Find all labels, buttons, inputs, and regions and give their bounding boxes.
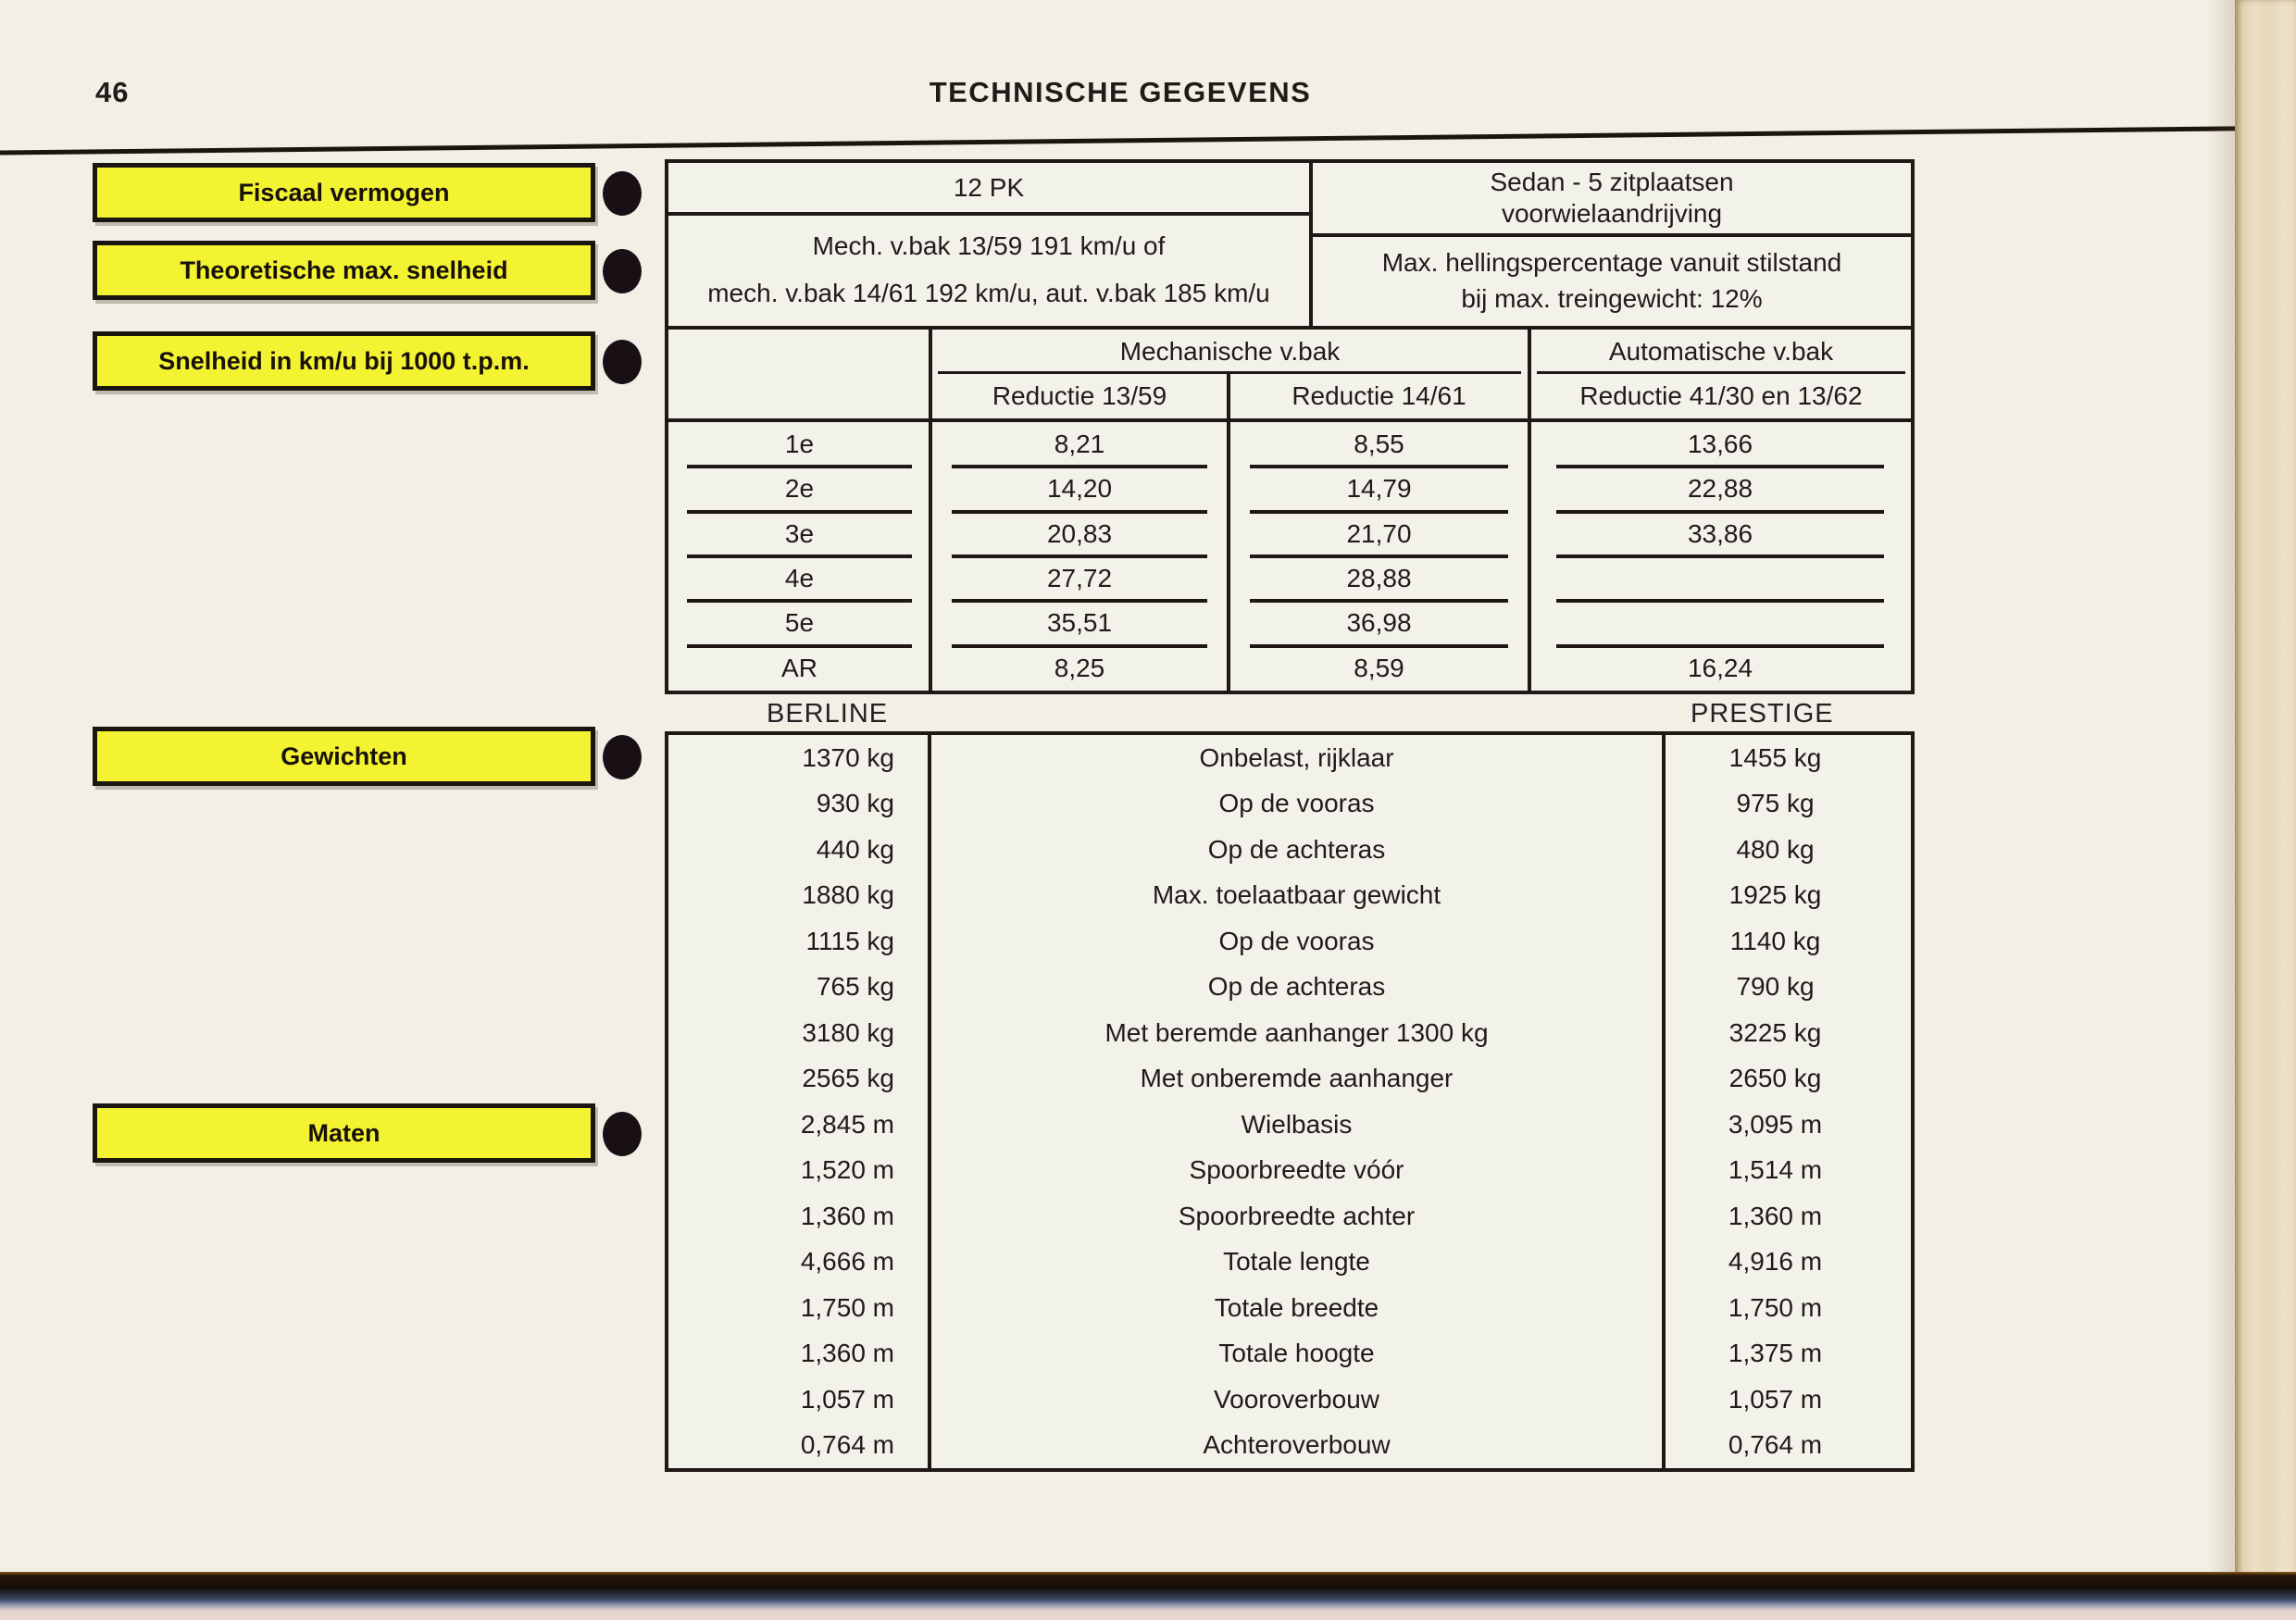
gear-cell: 28,88	[1229, 556, 1529, 601]
spec-cell: 1,375 m	[1728, 1339, 1823, 1368]
variant-label-berline: BERLINE	[767, 699, 889, 729]
spec-row	[668, 735, 1911, 781]
max-speed-cell	[668, 216, 1309, 322]
spec-cell: 480 kg	[1736, 834, 1815, 864]
spec-row	[668, 1377, 1911, 1423]
spec-cell: 1,750 m	[800, 1292, 894, 1322]
top-table-left-column	[665, 159, 1313, 326]
spec-cell: 1370 kg	[802, 742, 894, 772]
gear-cell: AR	[781, 653, 817, 682]
gear-cell: 3e	[668, 512, 930, 556]
gear-cell	[1529, 601, 1911, 645]
label-fiscaal-vermogen: Fiscaal vermogen	[93, 163, 595, 222]
bullet-icon	[603, 340, 642, 384]
spec-row	[668, 1193, 1911, 1240]
spec-cell: 0,764 m	[1728, 1430, 1823, 1460]
spec-row	[668, 1423, 1911, 1469]
spec-cell: 440 kg	[816, 834, 894, 864]
reduction-13-59-header: Reductie 13/59	[992, 381, 1167, 410]
spec-cell: 3180 kg	[802, 1017, 894, 1047]
spec-cell: 1455 kg	[1728, 742, 1822, 772]
spec-cell: Op de achteras	[1207, 972, 1386, 1002]
spec-row	[668, 1102, 1911, 1148]
spec-cell: 1,520 m	[800, 1155, 894, 1185]
gear-cell: 20,83	[930, 512, 1229, 556]
spec-cell: 1925 kg	[1728, 880, 1822, 910]
gear-rows	[668, 422, 1911, 691]
page-edge-shadow	[2207, 0, 2235, 1620]
spec-cell: 1,057 m	[1728, 1384, 1823, 1414]
spec-cell: 1140 kg	[1729, 926, 1821, 955]
spec-cell: 930 kg	[816, 789, 894, 818]
label-gewichten: Gewichten	[93, 727, 595, 786]
gradient-cell	[1313, 237, 1911, 322]
spec-cell: Totale lengte	[1223, 1247, 1370, 1277]
spec-cell: Op de achteras	[1207, 834, 1386, 864]
gear-row	[668, 512, 1911, 556]
spec-cell: 1,514 m	[1728, 1155, 1823, 1185]
page-number: 46	[95, 76, 130, 108]
spec-cell: 1,360 m	[1728, 1201, 1823, 1230]
spec-cell: 790 kg	[1736, 972, 1815, 1002]
spec-cell: Op de vooras	[1218, 789, 1375, 818]
automatic-gearbox-header: Automatische v.bak	[1608, 337, 1834, 366]
spec-cell: Totale hoogte	[1218, 1339, 1375, 1368]
spec-cell: 2,845 m	[800, 1109, 894, 1139]
gear-row	[668, 601, 1911, 645]
spec-cell: 0,764 m	[800, 1430, 894, 1460]
gear-cell	[1529, 556, 1911, 601]
gear-cell: 22,88	[1529, 467, 1911, 511]
body-type-cell	[1313, 163, 1911, 237]
gear-cell: 27,72	[930, 556, 1229, 601]
gear-row	[668, 422, 1911, 467]
gear-cell: 4e	[668, 556, 930, 601]
label-theoretische-max-snelheid: Theoretische max. snelheid	[93, 241, 595, 300]
spec-cell: Wielbasis	[1241, 1109, 1353, 1139]
spec-cell: Met beremde aanhanger 1300 kg	[1104, 1017, 1489, 1047]
max-speed-line2: mech. v.bak 14/61 192 km/u, aut. v.bak 185 km/u	[707, 278, 1270, 307]
gear-cell: 16,24	[1687, 653, 1753, 682]
bullet-icon	[603, 1112, 642, 1156]
spec-cell: Max. toelaatbaar gewicht	[1152, 880, 1441, 910]
spec-cell: Vooroverbouw	[1213, 1384, 1379, 1414]
spec-row	[668, 827, 1911, 873]
spec-row	[668, 965, 1911, 1011]
gear-cell: 13,66	[1529, 422, 1911, 467]
spec-cell: 975 kg	[1736, 789, 1815, 818]
header-rule	[0, 125, 2296, 155]
mechanical-gearbox-header: Mechanische v.bak	[1119, 337, 1341, 366]
gear-cell: 8,55	[1229, 422, 1529, 467]
gear-cell: 33,86	[1529, 512, 1911, 556]
gear-cell: 1e	[668, 422, 930, 467]
spec-row	[668, 1056, 1911, 1103]
spec-cell: Met onberemde aanhanger	[1140, 1064, 1454, 1093]
spec-rows	[668, 735, 1911, 1468]
spec-cell: 1,360 m	[800, 1339, 894, 1368]
spec-row	[668, 781, 1911, 828]
spec-cell: 3,095 m	[1728, 1109, 1823, 1139]
spec-cell: Spoorbreedte vóór	[1189, 1155, 1404, 1185]
gear-cell: 5e	[668, 601, 930, 645]
gear-row	[668, 467, 1911, 511]
gear-cell: 8,21	[930, 422, 1229, 467]
body-type-line2: voorwielaandrijving	[1501, 199, 1723, 228]
page-title: TECHNISCHE GEGEVENS	[929, 76, 1312, 108]
spec-cell: 3225 kg	[1728, 1017, 1822, 1047]
spec-cell: Op de vooras	[1218, 926, 1375, 955]
reduction-auto-header: Reductie 41/30 en 13/62	[1579, 381, 1863, 410]
gradient-line2: bij max. treingewicht: 12%	[1461, 283, 1763, 313]
gear-cell: 8,59	[1354, 653, 1404, 682]
gear-cell: 36,98	[1229, 601, 1529, 645]
spec-row	[668, 1331, 1911, 1377]
spec-cell: Onbelast, rijklaar	[1199, 742, 1394, 772]
gear-cell: 14,79	[1229, 467, 1529, 511]
spec-cell: 1,750 m	[1728, 1292, 1823, 1322]
fiscal-power-cell	[668, 163, 1309, 216]
gear-row	[668, 556, 1911, 601]
gear-cell: 21,70	[1229, 512, 1529, 556]
spec-row	[668, 918, 1911, 965]
gear-row	[668, 646, 1911, 691]
spec-row	[668, 873, 1911, 919]
spec-cell: 2650 kg	[1728, 1064, 1822, 1093]
spec-cell: 2565 kg	[802, 1064, 894, 1093]
spec-cell: 1880 kg	[802, 880, 894, 910]
spec-row	[668, 1240, 1911, 1286]
top-table-right-column	[1309, 159, 1915, 326]
bullet-icon	[603, 171, 642, 216]
gear-cell: 8,25	[1054, 653, 1105, 682]
spec-cell: 1,360 m	[800, 1201, 894, 1230]
spec-cell: 765 kg	[816, 972, 894, 1002]
spec-cell: Achteroverbouw	[1203, 1430, 1391, 1460]
label-snelheid-1000-tpm: Snelheid in km/u bij 1000 t.p.m.	[93, 331, 595, 391]
spec-cell: Spoorbreedte achter	[1178, 1201, 1416, 1230]
spec-row	[668, 1148, 1911, 1194]
gradient-line1: Max. hellingspercentage vanuit stilstand	[1381, 247, 1842, 277]
fiscal-power-value: 12 PK	[953, 172, 1025, 202]
gear-cell: 2e	[668, 467, 930, 511]
gear-cell: 14,20	[930, 467, 1229, 511]
bullet-icon	[603, 735, 642, 779]
reduction-14-61-header: Reductie 14/61	[1292, 381, 1466, 410]
max-speed-line1: Mech. v.bak 13/59 191 km/u of	[812, 231, 1166, 261]
spec-cell: 1115 kg	[805, 926, 894, 955]
spec-cell: 4,916 m	[1728, 1247, 1823, 1277]
bullet-icon	[603, 249, 642, 293]
spec-cell: 4,666 m	[800, 1247, 894, 1277]
scan-bottom-band	[0, 1572, 2296, 1620]
gear-cell: 35,51	[930, 601, 1229, 645]
spec-row	[668, 1010, 1911, 1056]
gear-ratio-table	[665, 326, 1915, 694]
variant-label-prestige: PRESTIGE	[1691, 699, 1834, 729]
page-edge	[2235, 0, 2296, 1620]
spec-row	[668, 1285, 1911, 1331]
spec-cell: 1,057 m	[800, 1384, 894, 1414]
spec-cell: Totale breedte	[1214, 1292, 1379, 1322]
weights-dimensions-table	[665, 731, 1915, 1472]
body-type-line1: Sedan - 5 zitplaatsen	[1490, 168, 1734, 196]
label-maten: Maten	[93, 1103, 595, 1163]
